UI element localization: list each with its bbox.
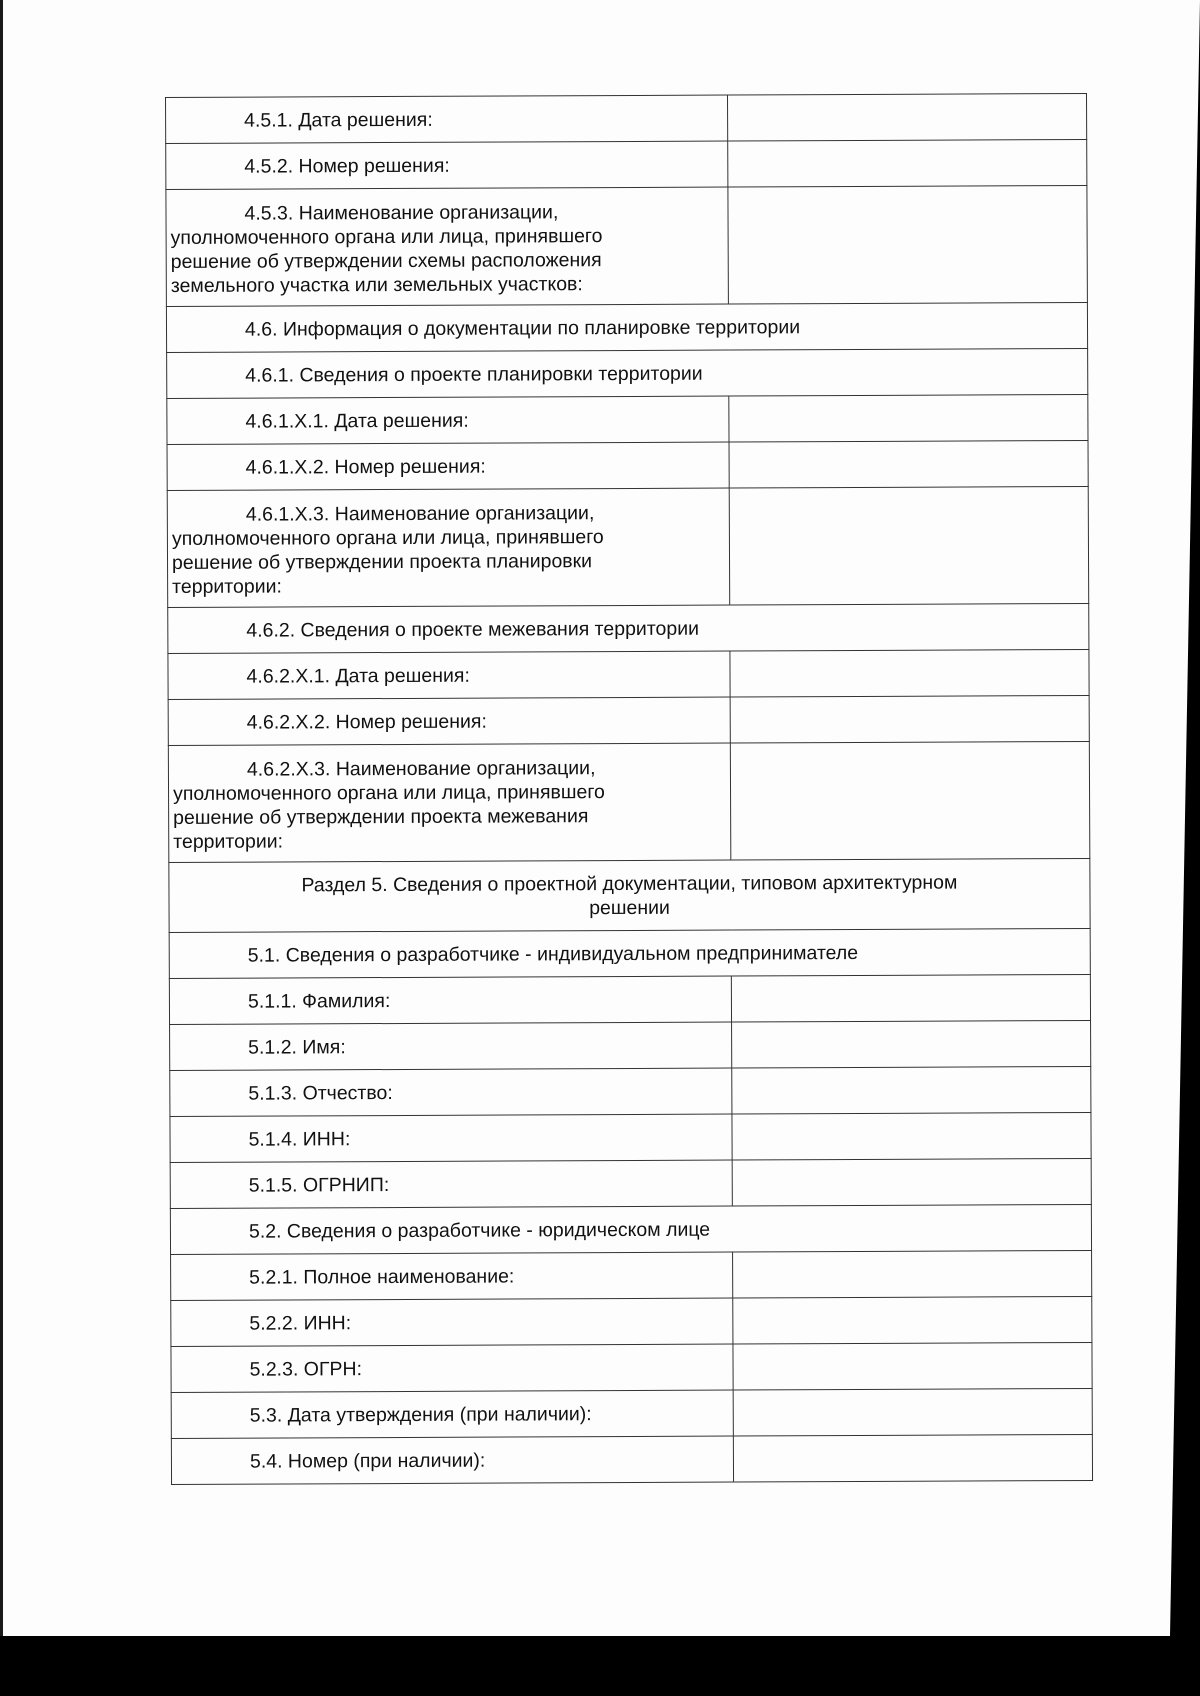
form-label-cell: [168, 697, 730, 745]
section-heading-cell: [169, 858, 1090, 932]
form-table: [165, 93, 1093, 1485]
form-subsection-cell: [166, 302, 1087, 352]
form-value-cell[interactable]: [733, 1388, 1092, 1436]
form-label-line: [171, 224, 724, 250]
scan-bottom-band: [0, 1636, 1200, 1696]
form-label: 5.1.3. Отчество:: [248, 1081, 393, 1105]
subsection-heading: 4.6. Информация о документации по планировке территории: [244, 315, 801, 341]
form-label-text: решение об утверждении схемы расположения: [170, 249, 602, 273]
form-table-body: [166, 93, 1093, 1484]
form-label-text: территории:: [173, 830, 284, 853]
form-label-cell: [171, 1252, 733, 1300]
scan-right-shadow: [1170, 0, 1200, 1636]
form-row: [168, 649, 1089, 699]
form-label-cell: [170, 1114, 732, 1162]
form-label: 4.6.1.Х.2. Номер решения:: [245, 455, 486, 479]
form-label-line: [171, 248, 724, 274]
form-label-cell: [171, 1344, 733, 1392]
form-label-line: [170, 200, 723, 226]
form-label-cell: [167, 442, 729, 490]
form-value-cell[interactable]: [729, 440, 1088, 488]
form-row: [166, 185, 1088, 306]
form-label-line: [173, 780, 726, 806]
form-label-cell: [167, 488, 730, 607]
form-label: 5.1.5. ОГРНИП:: [248, 1173, 390, 1197]
form-label-text: 4.6.2.Х.3. Наименование организации,: [246, 757, 596, 781]
form-label-line: [171, 272, 724, 298]
form-subsection-row: [166, 302, 1087, 352]
form-label-cell: [166, 95, 728, 143]
form-row: [166, 139, 1087, 189]
form-label-line: [173, 828, 726, 854]
form-row: [170, 1020, 1091, 1070]
form-label-line: [172, 501, 725, 527]
form-label-cell: [171, 1298, 733, 1346]
form-label-cell: [166, 187, 729, 306]
form-label: 5.2.3. ОГРН:: [249, 1357, 363, 1381]
form-value-cell[interactable]: [732, 1066, 1091, 1114]
form-label: 5.2.2. ИНН:: [249, 1311, 352, 1335]
form-row: [171, 1342, 1092, 1392]
form-label-text: решение об утверждении проекта планировки: [171, 550, 593, 574]
form-label-cell: [170, 1022, 732, 1070]
form-label-cell: [170, 1160, 732, 1208]
form-row: [170, 1158, 1091, 1208]
form-value-cell[interactable]: [733, 1342, 1092, 1390]
form-row: [168, 695, 1089, 745]
form-label: 5.1.2. Имя:: [248, 1035, 346, 1059]
form-label-text: уполномоченного органа или лица, принявшего: [170, 225, 603, 249]
form-label-text: территории:: [172, 575, 282, 598]
form-row: [171, 1434, 1092, 1484]
form-label: 4.6.2.Х.2. Номер решения:: [246, 710, 487, 734]
form-subsection-cell: [167, 348, 1088, 398]
form-value-cell[interactable]: [732, 1112, 1091, 1160]
form-subsection-row: [167, 348, 1088, 398]
form-label: 5.1.4. ИНН:: [248, 1127, 351, 1151]
form-row: [169, 974, 1090, 1024]
form-subsection-row: [169, 928, 1090, 978]
form-label-cell: [170, 1068, 732, 1116]
form-value-cell[interactable]: [729, 394, 1088, 442]
form-row: [166, 93, 1087, 143]
form-value-cell[interactable]: [732, 1020, 1091, 1068]
form-section-row: [169, 858, 1090, 932]
form-value-cell[interactable]: [732, 1158, 1091, 1206]
form-label-line: [172, 525, 725, 551]
scan-left-edge: [0, 0, 3, 1636]
form-value-cell[interactable]: [730, 649, 1089, 697]
form-label-cell: [171, 1390, 733, 1438]
form-label: 5.1.1. Фамилия:: [247, 989, 391, 1013]
form-label: 4.6.2.Х.1. Дата решения:: [246, 664, 470, 688]
form-label-cell: [168, 651, 730, 699]
form-label-text: земельного участка или земельных участков:: [170, 273, 583, 297]
form-row: [168, 741, 1090, 862]
form-label: 4.6.1.Х.1. Дата решения:: [245, 409, 469, 433]
form-value-cell[interactable]: [730, 741, 1090, 860]
form-value-cell[interactable]: [733, 1434, 1092, 1482]
form-value-cell[interactable]: [731, 974, 1090, 1022]
form-label-cell: [167, 396, 729, 444]
form-row: [167, 486, 1089, 607]
form-label: 5.3. Дата утверждения (при наличии):: [249, 1402, 592, 1427]
form-subsection-row: [170, 1204, 1091, 1254]
form-label-text: 4.6.1.Х.3. Наименование организации,: [245, 502, 595, 526]
form-value-cell[interactable]: [728, 185, 1088, 304]
form-label-text: 4.5.3. Наименование организации,: [244, 201, 559, 225]
form-subsection-cell: [168, 603, 1089, 653]
form-value-cell[interactable]: [727, 93, 1086, 141]
form-label-line: [172, 549, 725, 575]
form-label-text: уполномоченного органа или лица, принявшего: [171, 526, 604, 550]
form-label-cell: [166, 141, 728, 189]
section-heading-line: Раздел 5. Сведения о проектной документации, типовом архитектурном: [301, 871, 958, 897]
form-label-text: уполномоченного органа или лица, принявшего: [172, 781, 605, 805]
subsection-heading: 5.2. Сведения о разработчике - юридическом лице: [248, 1218, 711, 1243]
form-label-line: [173, 804, 726, 830]
form-label: 5.4. Номер (при наличии):: [249, 1449, 486, 1473]
form-label-text: решение об утверждении проекта межевания: [173, 805, 589, 829]
form-value-cell[interactable]: [730, 695, 1089, 743]
form-value-cell[interactable]: [733, 1296, 1092, 1344]
form-label: 4.5.2. Номер решения:: [244, 154, 450, 178]
form-label: 4.5.1. Дата решения:: [244, 108, 433, 132]
section-heading-line: решении: [589, 896, 670, 920]
form-label-cell: [168, 743, 731, 862]
form-subsection-cell: [170, 1204, 1091, 1254]
form-value-cell[interactable]: [733, 1250, 1092, 1298]
form-value-cell[interactable]: [728, 139, 1087, 187]
form-row: [171, 1388, 1092, 1438]
form-row: [171, 1296, 1092, 1346]
subsection-heading: 5.1. Сведения о разработчике - индивидуальном предпринимателе: [247, 941, 859, 967]
form-value-cell[interactable]: [729, 486, 1089, 605]
form-row: [167, 394, 1088, 444]
form-label-line: [172, 573, 725, 599]
form-label: 5.2.1. Полное наименование:: [249, 1264, 515, 1289]
form-row: [167, 440, 1088, 490]
form-label-line: [173, 756, 726, 782]
form-row: [171, 1250, 1092, 1300]
form-row: [170, 1066, 1091, 1116]
form-subsection-row: [168, 603, 1089, 653]
form-subsection-cell: [169, 928, 1090, 978]
form-label-cell: [171, 1436, 733, 1484]
subsection-heading: 4.6.2. Сведения о проекте межевания территории: [246, 617, 700, 642]
form-row: [170, 1112, 1091, 1162]
form-label-cell: [169, 976, 731, 1024]
subsection-heading: 4.6.1. Сведения о проекте планировки территории: [245, 362, 703, 387]
